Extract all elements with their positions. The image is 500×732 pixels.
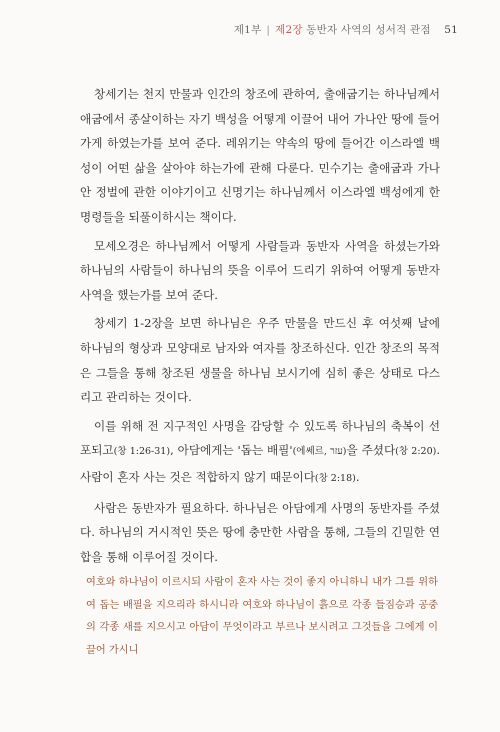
- paragraph: 사람은 동반자가 필요하다. 하나님은 아담에게 사명의 동반자를 주셨다. 하나님의 거시적인 뜻은 땅에 충만한 사람을 통해, 그들의 긴밀한 연합을 통해 이루어질 것이다.: [80, 500, 440, 564]
- running-header: [234, 22, 458, 37]
- paragraph: [80, 414, 440, 492]
- header-chapter-title: 동반자 사역의 성서적 관점: [306, 24, 431, 36]
- scripture-reference: (창 2:20): [395, 446, 437, 458]
- paragraph: 창세기 1-2장을 보면 하나님은 우주 만물을 만드신 후 여섯째 날에 하나님의 형상과 모양대로 남자와 여자를 창조하신다. 인간 창조의 목적은 그들을 통해 창조된 생물을 하나님 보시기에 심히 좋은 상태로 다스리고 관리하는 것이다.: [80, 316, 440, 405]
- body-text: [80, 82, 440, 573]
- hebrew-note: (에쎄르, עזר): [292, 446, 347, 458]
- scripture-reference: (창 1:26-31): [113, 446, 171, 458]
- paragraph: 창세기는 천지 만물과 인간의 창조에 관하여, 출애굽기는 하나님께서 애굽에서 종살이하는 자기 백성을 어떻게 이끌어 내어 가나안 땅에 들어가게 하였는가를 보여 준다. 레위기는 약속의 땅에 들어간 이스라엘 백성이 어떤 삶을 살아야 하는가에 관해 다룬다. 민수기는 출애굽과 가나안 정벌에 관한 이야기이고 신명기는 하나님께서 이스라엘 백성에게 한 명령들을 되풀이하시는 책이다.: [80, 87, 440, 224]
- scripture-reference: (창 2:18): [314, 472, 356, 484]
- page-number: 51: [444, 24, 458, 36]
- header-separator: |: [266, 24, 271, 36]
- paragraph-text: .: [355, 469, 360, 484]
- paragraph-text: , 아담에게는 '돕는 배필': [170, 443, 293, 458]
- paragraph-text: 을 주셨다: [346, 443, 396, 458]
- paragraph-text: . 사람이 혼자 사는 것은 적합하지 않기 때문이다: [80, 443, 441, 484]
- header-chapter: 제2장: [275, 24, 303, 36]
- paragraph: 모세오경은 하나님께서 어떻게 사람들과 동반자 사역을 하셨는가와 하나님의 사람들이 하나님의 뜻을 이루어 드리기 위하여 어떻게 동반자 사역을 했는가를 보여 준다.: [80, 238, 440, 302]
- paragraph-text: 이를 위해 전 지구적인 사명을 감당할 수 있도록 하나님의 축복이 선포되고: [80, 418, 440, 458]
- header-part: 제1부: [233, 24, 262, 36]
- scripture-quote: 여호와 하나님이 이르시되 사람이 혼자 사는 것이 좋지 아니하니 내가 그를 위하여 돕는 배필을 지으리라 하시니라 여호와 하나님이 흙으로 각종 들짐승과 공중의 각종 새를 지으시고 아담이 무엇이라고 부르나 보시려고 그것들을 그에게 이끌어 가시니: [86, 577, 438, 656]
